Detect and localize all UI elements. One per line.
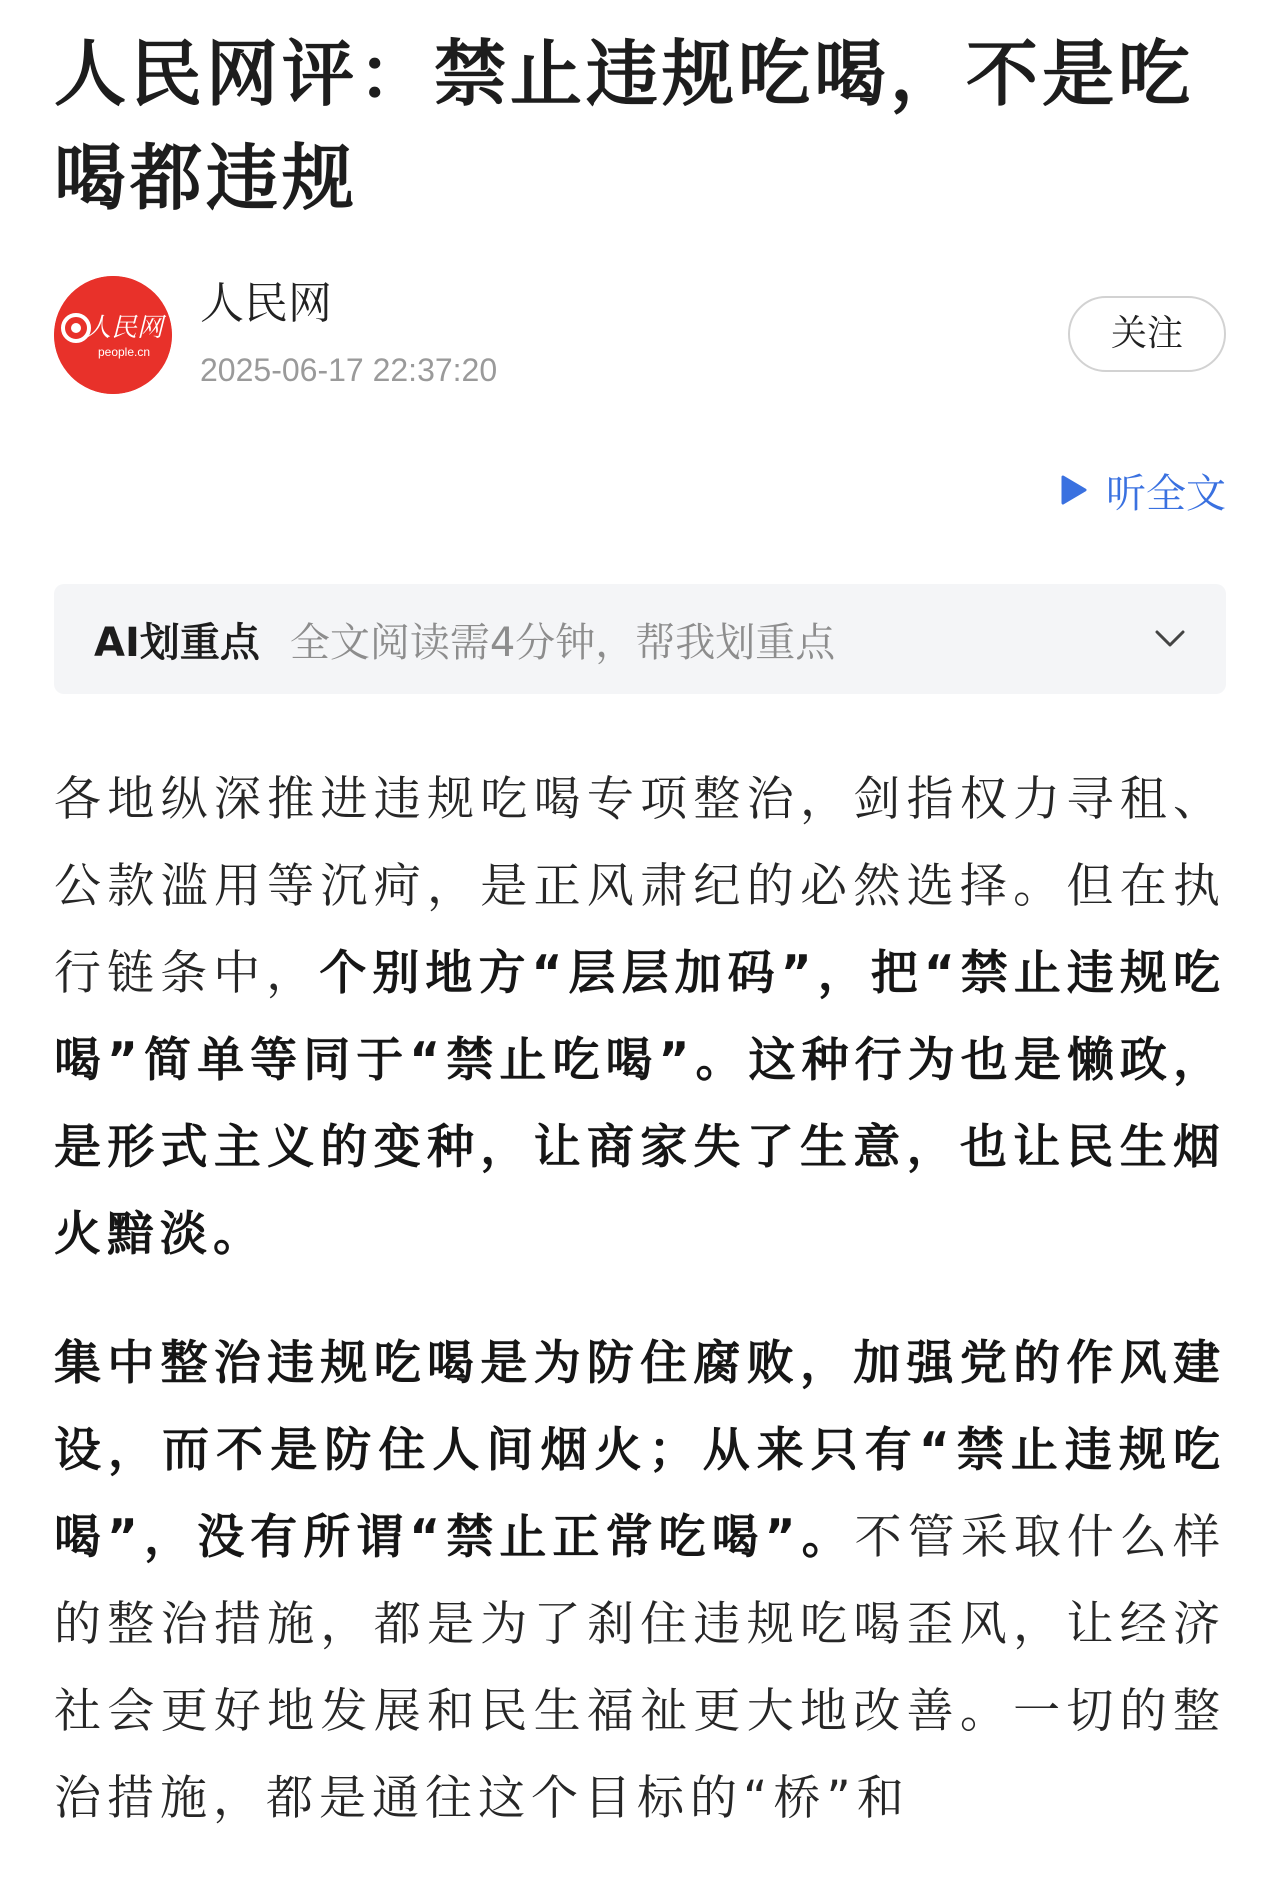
ai-summary-label: AI划重点 [94, 619, 260, 666]
ai-summary-bar[interactable] [54, 584, 1226, 694]
article-page [54, 0, 1227, 1826]
article-body [54, 756, 1226, 1884]
paragraph-bold-text: 集中整治违规吃喝是为防住腐败，加强党的作风建设，而不是防住人间烟火；从来只有“禁止违规吃喝”，没有所谓“禁止正常吃喝”。 [54, 1336, 1226, 1565]
author-row [54, 274, 1226, 394]
chevron-down-icon[interactable] [1154, 629, 1186, 649]
publish-time: 2025-06-17 22:37:20 [200, 352, 498, 388]
people-cn-logo-icon [54, 276, 172, 394]
article-paragraph [54, 756, 1226, 1278]
ai-summary-text: 全文阅读需4分钟，帮我划重点 [289, 619, 836, 666]
paragraph-text: 不管采取什么样的整治措施，都是为了刹住违规吃喝歪风，让经济社会更好地发展和民生福祉更大地改善。一切的整治措施，都是通往这个目标的“桥”和 [54, 1510, 1227, 1826]
logo-text: 人民网 [84, 313, 164, 343]
logo-subtext: people.cn [97, 345, 151, 359]
article-paragraph [54, 1320, 1226, 1842]
play-icon [1060, 474, 1088, 506]
author-avatar[interactable] [54, 276, 172, 394]
paragraph-bold-text: 个别地方“层层加码”，把“禁止违规吃喝”简单等同于“禁止吃喝”。这种行为也是懒政，是形式主义的变种，让商家失了生意，也让民生烟火黯淡。 [54, 946, 1227, 1262]
author-name[interactable]: 人民网 [200, 278, 332, 329]
listen-full-text-button[interactable] [1060, 460, 1226, 520]
paragraph-text: 各地纵深推进违规吃喝专项整治，剑指权力寻租、公款滥用等沉疴，是正风肃纪的必然选择。但在执行链条中， [54, 772, 1226, 1001]
article-title: 人民网评：禁止违规吃喝，不是吃喝都违规 [54, 32, 1195, 220]
follow-button[interactable]: 关注 [1068, 296, 1226, 372]
listen-label: 听全文 [1106, 470, 1226, 517]
